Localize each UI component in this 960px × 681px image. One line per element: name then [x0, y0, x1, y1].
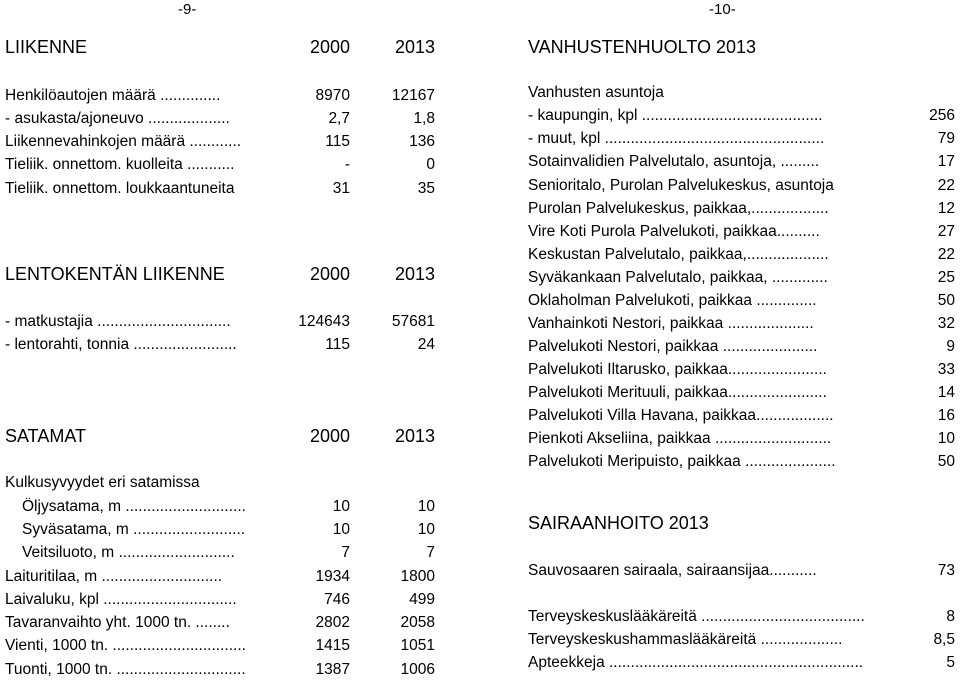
- row-value: 8,5: [933, 631, 955, 648]
- liikenne-col1: 2000: [309, 37, 350, 57]
- page-number-right: -10-: [709, 1, 736, 18]
- row-value-2013: 12167: [391, 87, 435, 104]
- row-value-2000: 1415: [315, 637, 350, 654]
- row-value-2000: 115: [325, 133, 350, 150]
- row-value-2000: 10: [332, 521, 350, 538]
- row-label: Terveyskeskushammaslääkäreitä ...................: [528, 631, 843, 648]
- row-label: - asukasta/ajoneuvo ...................: [5, 110, 230, 127]
- row-value-2000: 115: [325, 336, 350, 353]
- row-label: Keskustan Palvelutalo, paikkaa,...................: [528, 246, 829, 263]
- row-value: 9: [946, 338, 955, 355]
- row-label: Palvelukoti Iltarusko, paikkaa.......................: [528, 361, 827, 378]
- row-label: Syväsatama, m ..........................: [22, 521, 246, 538]
- row-label: - lentorahti, tonnia ........................: [5, 336, 237, 353]
- liikenne-col2: 2013: [394, 37, 435, 57]
- row-value-2013: 57681: [391, 313, 435, 330]
- row-value: 32: [937, 315, 955, 332]
- row-label: Tieliik. onnettom. loukkaantuneita: [5, 180, 235, 197]
- row-label: Palvelukoti Nestori, paikkaa ......................: [528, 338, 818, 355]
- lentokentta-col1: 2000: [309, 264, 350, 284]
- row-label: - matkustajia ...............................: [5, 313, 231, 330]
- satamat-heading: SATAMAT: [5, 426, 86, 446]
- row-label: Laivaluku, kpl ...............................: [5, 591, 237, 608]
- row-value-2013: 0: [426, 156, 435, 173]
- lentokentta-col2: 2013: [394, 264, 435, 284]
- satamat-col1: 2000: [309, 426, 350, 446]
- row-value-2013: 1006: [400, 661, 435, 678]
- row-value-2013: 499: [409, 591, 435, 608]
- row-value-2013: 1,8: [413, 110, 435, 127]
- row-value-2000: 1934: [315, 568, 350, 585]
- row-value: 50: [937, 453, 955, 470]
- satamat-subheading: Kulkusyvyydet eri satamissa: [5, 474, 200, 491]
- row-label: Apteekkeja ...........................................................: [528, 654, 864, 671]
- vanhustenhuolto-heading: VANHUSTENHUOLTO 2013: [528, 37, 757, 57]
- row-label: Laituritilaa, m ............................: [5, 568, 223, 585]
- row-label: Purolan Palvelukeskus, paikkaa,..................: [528, 200, 829, 217]
- row-label: Liikennevahinkojen määrä ............: [5, 133, 242, 150]
- row-value: 33: [937, 361, 955, 378]
- page-number-left: -9-: [178, 1, 197, 18]
- row-value: 10: [937, 430, 955, 447]
- row-value-2013: 35: [417, 180, 435, 197]
- row-value: 73: [937, 562, 955, 579]
- row-value-2000: 2,7: [328, 110, 350, 127]
- row-label: Vire Koti Purola Palvelukoti, paikkaa..........: [528, 223, 820, 240]
- row-value-2000: 10: [332, 498, 350, 515]
- row-value-2000: 746: [324, 591, 350, 608]
- row-value-2013: 10: [417, 498, 435, 515]
- row-label: Palvelukoti Merituuli, paikkaa.......................: [528, 384, 827, 401]
- row-value-2000: 8970: [315, 87, 350, 104]
- row-label: Oklaholman Palvelukoti, paikkaa ..............: [528, 292, 817, 309]
- row-value-2013: 2058: [400, 614, 435, 631]
- row-value: 17: [937, 153, 955, 170]
- row-value-2013: 1800: [400, 568, 435, 585]
- row-label: Pienkoti Akseliina, paikkaa ...........................: [528, 430, 832, 447]
- row-label: Terveyskeskuslääkäreitä ......................................: [528, 608, 865, 625]
- row-label: Tuonti, 1000 tn. ..............................: [5, 661, 246, 678]
- row-label: - kaupungin, kpl ..........................................: [528, 107, 823, 124]
- row-value: 27: [937, 223, 955, 240]
- satamat-col2: 2013: [394, 426, 435, 446]
- row-label: Tavaranvaihto yht. 1000 tn. ........: [5, 614, 230, 631]
- row-label: Öljysatama, m ............................: [22, 498, 246, 515]
- row-label: Palvelukoti Meripuisto, paikkaa .....................: [528, 453, 836, 470]
- row-value-2000: 1387: [315, 661, 350, 678]
- row-value: 22: [937, 177, 955, 194]
- row-label: - muut, kpl ...................................................: [528, 130, 825, 147]
- row-value: 25: [937, 269, 955, 286]
- row-value: 256: [929, 107, 955, 124]
- row-label: Syväkankaan Palvelutalo, paikkaa, .............: [528, 269, 828, 286]
- row-value: 12: [937, 200, 955, 217]
- row-value-2000: -: [344, 156, 350, 173]
- row-label: Sauvosaaren sairaala, sairaansijaa...........: [528, 562, 817, 579]
- row-label: Veitsiluoto, m ...........................: [22, 544, 235, 561]
- row-label: Henkilöautojen määrä ..............: [5, 87, 221, 104]
- row-value-2000: 2802: [315, 614, 350, 631]
- row-value-2013: 24: [417, 336, 435, 353]
- row-label: Vienti, 1000 tn. ...............................: [5, 637, 246, 654]
- row-label: Senioritalo, Purolan Palvelukeskus, asuntoja: [528, 177, 834, 194]
- row-label: Sotainvalidien Palvelutalo, asuntoja, .........: [528, 153, 820, 170]
- row-value-2000: 124643: [298, 313, 350, 330]
- row-value: 16: [937, 407, 955, 424]
- row-label: Vanhainkoti Nestori, paikkaa ....................: [528, 315, 814, 332]
- row-value-2013: 1051: [400, 637, 435, 654]
- row-value-2000: 7: [341, 544, 350, 561]
- row-value-2000: 31: [332, 180, 350, 197]
- row-value: 50: [937, 292, 955, 309]
- lentokentta-heading: LENTOKENTÄN LIIKENNE: [5, 264, 225, 284]
- row-value-2013: 10: [417, 521, 435, 538]
- row-label: Palvelukoti Villa Havana, paikkaa..................: [528, 407, 834, 424]
- row-label: Tieliik. onnettom. kuolleita ...........: [5, 156, 235, 173]
- row-value: 14: [937, 384, 955, 401]
- vanhustenhuolto-subheading: Vanhusten asuntoja: [528, 84, 664, 101]
- row-value: 8: [946, 608, 955, 625]
- row-value-2013: 136: [409, 133, 435, 150]
- row-value: 79: [937, 130, 955, 147]
- row-value: 22: [937, 246, 955, 263]
- row-value: 5: [946, 654, 955, 671]
- row-value-2013: 7: [426, 544, 435, 561]
- liikenne-heading: LIIKENNE: [5, 37, 88, 57]
- sairaanhoito-heading: SAIRAANHOITO 2013: [528, 513, 709, 533]
